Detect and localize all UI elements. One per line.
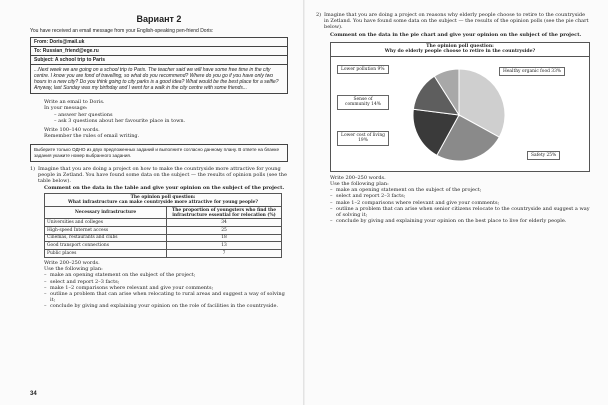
variant-title: Вариант 2 — [136, 14, 182, 24]
plan-item: – select and report 2–3 facts; — [44, 279, 288, 285]
plan-item: – make 1–2 comparisons where relevant and give your comments; — [330, 200, 590, 206]
table-caption-line1: The opinion poll question: — [130, 195, 196, 201]
task-instruction-box: Выберите только ОДНО из двух предложенных заданий и выполните согласно данному плану. В ответе на бланке задания укажите номер выбранного задания. — [30, 144, 288, 161]
chart-title: The opinion poll question: — [426, 43, 494, 49]
email-rules: Remember the rules of email writing. — [44, 133, 140, 140]
table-cell-name: Good transport connections — [45, 242, 167, 250]
task-2-comment: Comment on the data in the pie chart and give your opinion on the subject of the project. — [330, 31, 582, 38]
plan-item: – conclude by giving and explaining your opinion on the best place to live for elderly people. — [330, 218, 590, 224]
plan-item: – make 1–2 comparisons where relevant and give your comments; — [44, 285, 288, 291]
opinion-poll-table — [44, 193, 282, 257]
right-page — [304, 0, 608, 405]
task-1-comment: Comment on the data in the table and give your opinion on the subject of the project. — [44, 185, 285, 192]
task-1-text: Imagine that you are doing a project on how to make the countryside more attractive for young people in Zetland. You have found some data on the subject — the results of opinion polls (see the table below). — [38, 165, 287, 185]
table-row — [45, 226, 282, 234]
pie-label: Lower pollution 9% — [337, 65, 389, 74]
chart-subtitle: Why do elderly people choose to retire in the countryside? — [384, 49, 536, 55]
table-cell-value: 34 — [167, 218, 282, 226]
task-1-plan-label: Use the following plan: — [44, 266, 103, 273]
table-row — [45, 218, 282, 226]
email-subject: Subject: A school trip to Paris — [31, 56, 287, 65]
email-body: ...Next week we are going on a school trip to Paris. The teacher said we will have some free time in the city centre. I know you are fond of travelling, so what do you recommend? Where do you go if you have only two hours in a new city? Do you think going to city parks is a good idea? What would be the best place for a selfie? Anyway, last Sunday was my birthday and I went for a walk in the city centre with some friends... — [34, 67, 279, 92]
table-cell-name: Cinemas, restaurants and clubs — [45, 234, 167, 242]
message-bullet: – answer her questions — [54, 111, 113, 118]
task-1-word-count: Write 200–250 words. — [44, 259, 100, 266]
task-2-text: Imagine that you are doing a project on reasons why elderly people choose to retire to the countryside in Zetland. You have found some data on the subject — the results of the opinion polls (see the pie chart below). — [324, 12, 589, 31]
table-cell-value: 18 — [167, 234, 282, 242]
task-2 — [316, 12, 590, 31]
plan-item: – select and report 2–3 facts; — [330, 193, 590, 199]
pie-label: Lower cost of living 19% — [337, 131, 389, 146]
task-1 — [30, 166, 288, 185]
plan-item: – make an opening statement on the subject of the project; — [44, 272, 288, 278]
email-box — [30, 37, 288, 94]
task-2-number: 2) — [316, 12, 322, 18]
task-2-plan — [316, 187, 590, 224]
table-caption — [45, 194, 282, 207]
task-2-word-count: Write 200–250 words. — [330, 174, 386, 181]
table-caption-line2: What infrastructure can make countryside more attractive for young people? — [68, 200, 258, 206]
pie-label: Healthy organic food 33% — [499, 67, 565, 76]
in-message-label: In your message: — [44, 105, 88, 112]
table-cell-name: High-speed Internet access — [45, 226, 167, 234]
table-cell-name: Public places — [45, 250, 167, 258]
pie-label: Sense of community 14% — [337, 95, 389, 110]
table-row — [45, 242, 282, 250]
message-bullet: – ask 3 questions about her favourite place in town. — [54, 117, 186, 124]
write-email-instruction: Write an email to Doris. — [44, 99, 105, 106]
plan-item: – make an opening statement on the subject of the project; — [330, 187, 590, 193]
email-from: From: Doris@mail.uk — [31, 38, 287, 47]
plan-item: – outline a problem that can arise when relocating to rural areas and suggest a way of solving it; — [44, 291, 288, 303]
plan-item: – conclude by giving and explaining your opinion on the role of facilities in the countryside. — [44, 303, 288, 309]
table-col-infrastructure: Necessary infrastructure — [45, 207, 167, 219]
table-cell-value: 7 — [167, 250, 282, 258]
task-1-number: 1) — [30, 165, 36, 172]
chart-header — [331, 43, 589, 57]
table-cell-name: Universities and colleges — [45, 218, 167, 226]
task-1-plan — [30, 272, 288, 309]
table-cell-value: 13 — [167, 242, 282, 250]
table-col-proportion: The proportion of youngsters who find the infrastructure essential for relocation (%) — [167, 207, 282, 219]
table-row — [45, 234, 282, 242]
email-intro: You have received an email message from your English-speaking pen-friend Doris: — [30, 28, 214, 34]
table-row — [45, 250, 282, 258]
task-2-plan-label: Use the following plan: — [330, 181, 389, 188]
plan-item: – outline a problem that can arise when senior citizens relocate to the countryside and suggest a way of solving it; — [330, 206, 590, 218]
pie-label: Safety 25% — [527, 151, 560, 160]
pie-chart-box — [330, 42, 590, 172]
table-cell-value: 25 — [167, 226, 282, 234]
email-to: To: Russian_friend@ege.ru — [31, 47, 287, 56]
email-word-count: Write 100–140 words. — [44, 127, 100, 134]
page-number: 34 — [30, 391, 37, 397]
